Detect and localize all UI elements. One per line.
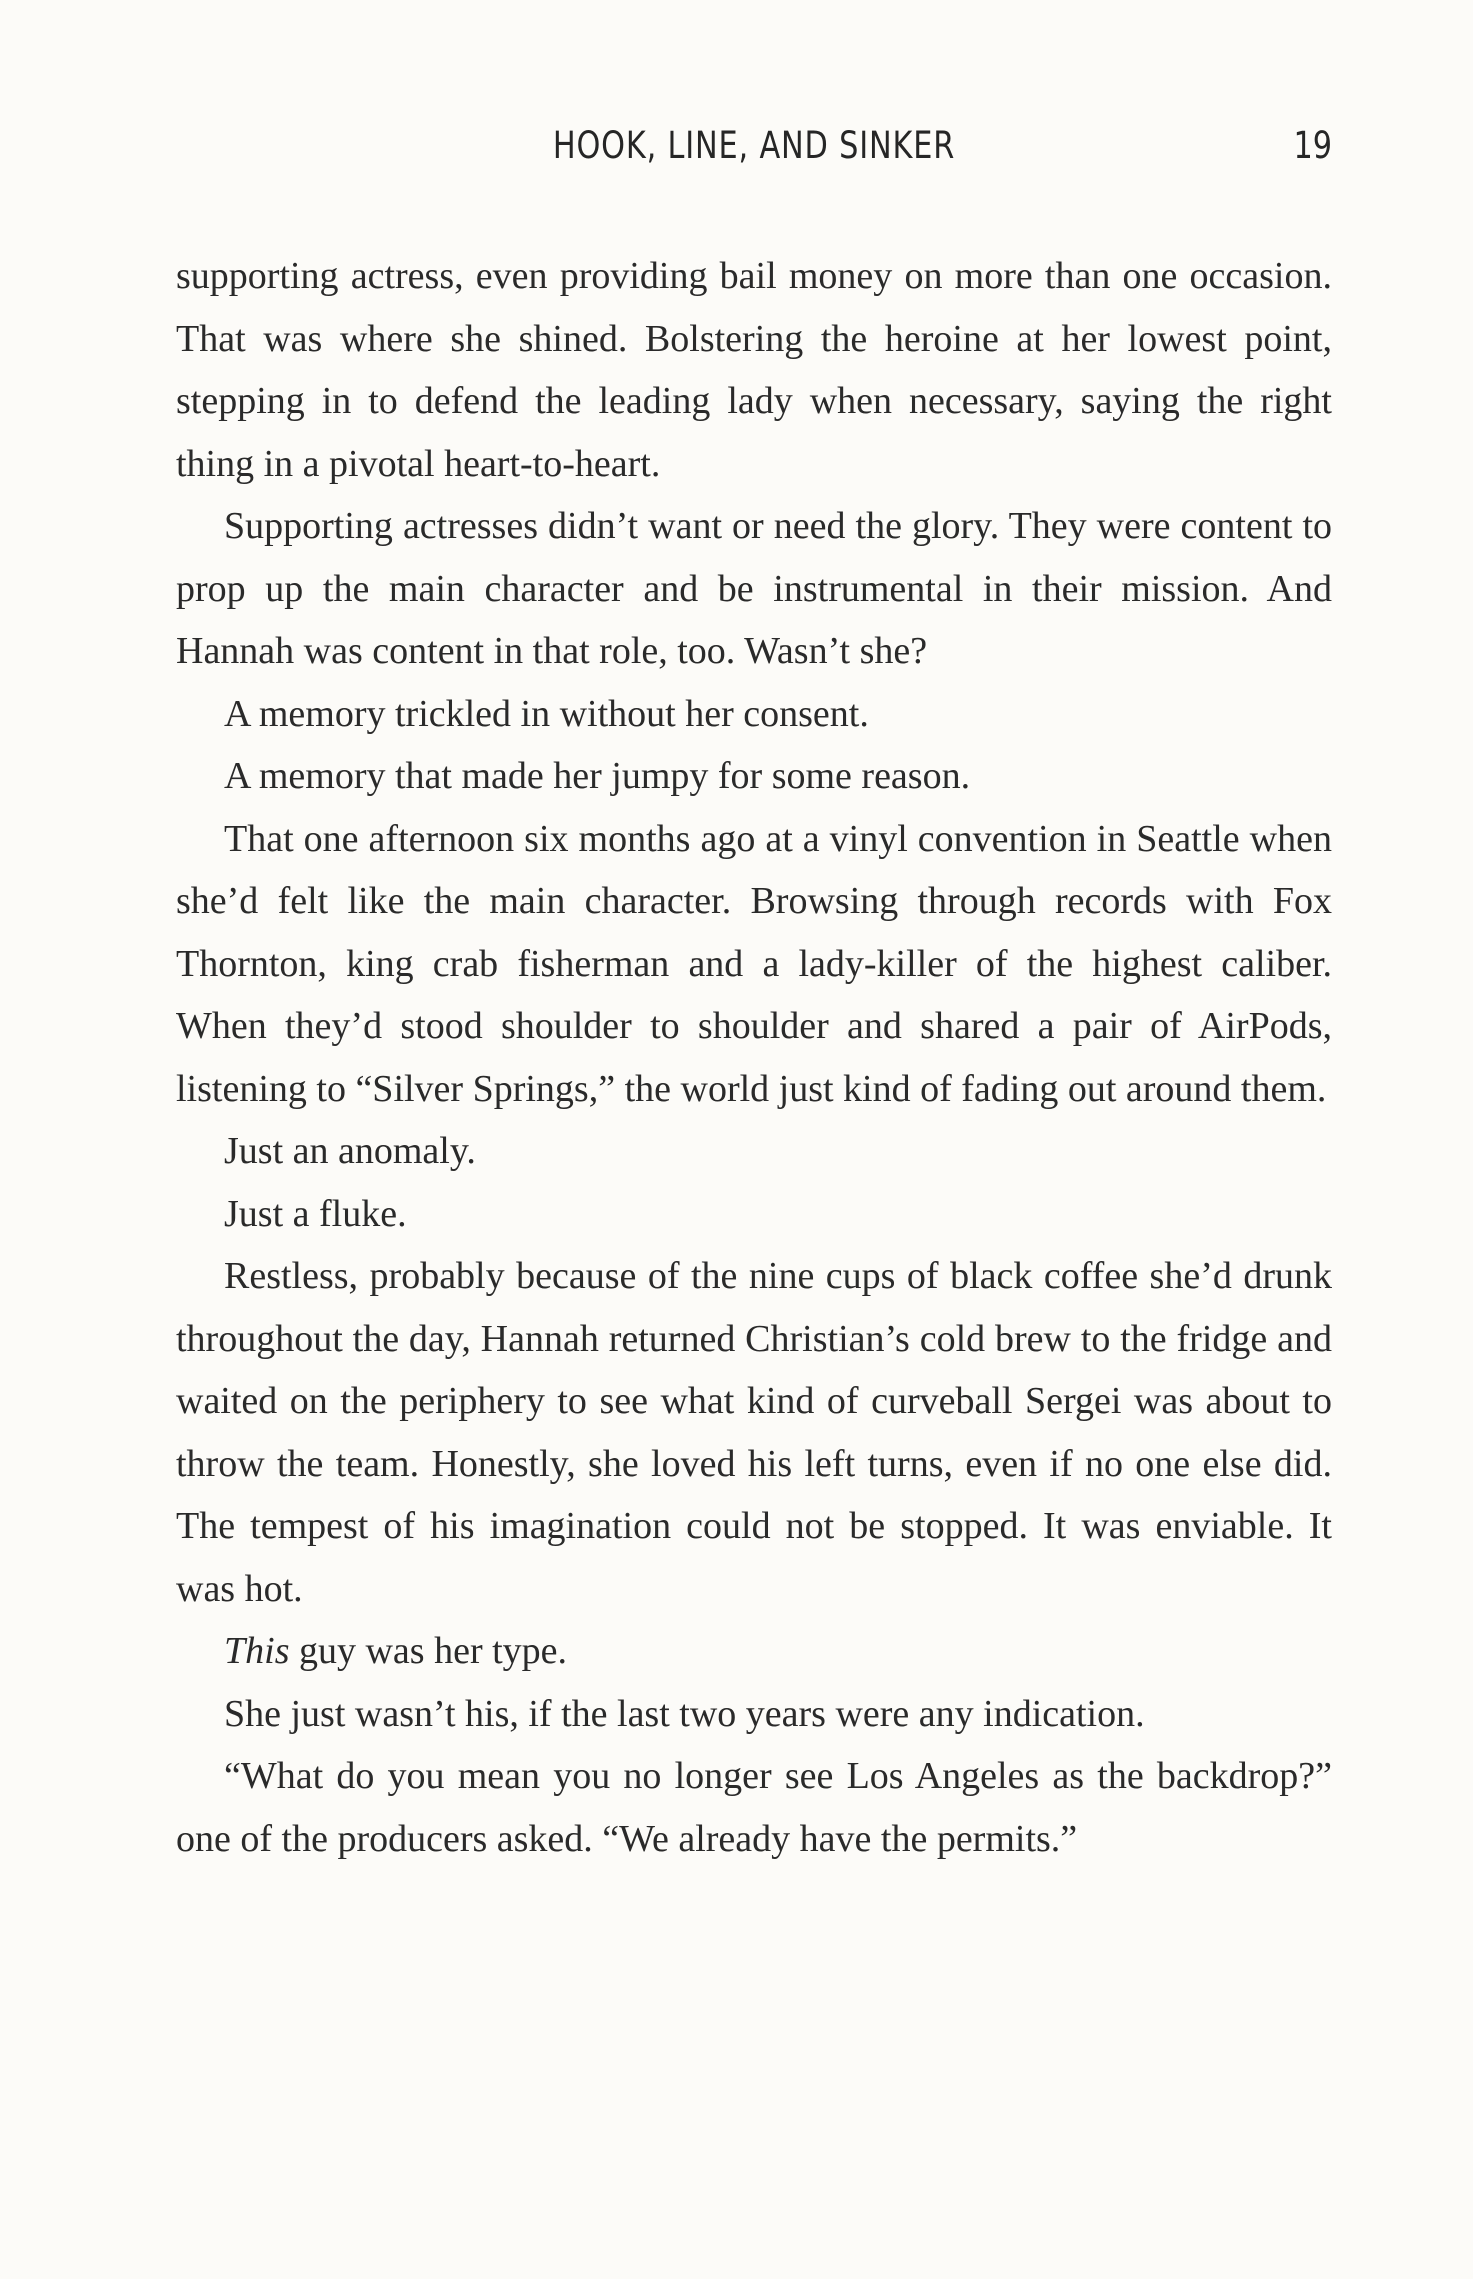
page-number: 19 <box>1293 124 1332 167</box>
paragraph: Supporting actresses didn’t want or need the glory. They were content to prop up the main character and be instrumental in their mission. And Hannah was content in that role, too. Wasn’t she? <box>176 505 1332 672</box>
emphasized-word: This <box>224 1630 290 1672</box>
paragraph: “What do you mean you no longer see Los Angeles as the backdrop?” one of the producers asked. “We already have the permits.” <box>176 1755 1332 1860</box>
paragraph: A memory trickled in without her consent. <box>224 692 869 735</box>
paragraph: supporting actress, even providing bail money on more than one occasion. That was where she shined. Bolstering the heroine at her lowest point, stepping in to defend the leading lady when necessary, saying the right thing in a pivotal heart-to-heart. <box>176 255 1332 485</box>
paragraph: That one afternoon six months ago at a vinyl convention in Seattle when she’d felt like the main character. Browsing through records with Fox Thornton, king crab fisherman and a lady-killer of the highest caliber. When they’d stood shoulder to shoulder and shared a pair of AirPods, listening to “Silver Springs,” the world just kind of fading out around them. <box>176 817 1332 1110</box>
paragraph-text: guy was her type. <box>289 1630 568 1672</box>
paragraph: Restless, probably because of the nine cups of black coffee she’d drunk throughout the day, Hannah returned Christian’s cold brew to the fridge and waited on the periphery to see what kind of curveball Sergei was about to throw the team. Honestly, she loved his left turns, even if no one else did. The tempest of his imagination could not be stopped. It was enviable. It was hot. <box>176 1255 1332 1610</box>
running-head <box>176 118 1332 178</box>
body-text <box>176 245 1332 1870</box>
paragraph: She just wasn’t his, if the last two years were any indication. <box>224 1692 1145 1735</box>
paragraph: Just a fluke. <box>224 1192 407 1235</box>
paragraph-with-emphasis <box>176 1620 1332 1683</box>
paragraph: Just an anomaly. <box>224 1130 476 1172</box>
running-title: HOOK, LINE, AND SINKER <box>552 124 956 167</box>
paragraph: A memory that made her jumpy for some reason. <box>224 755 971 797</box>
